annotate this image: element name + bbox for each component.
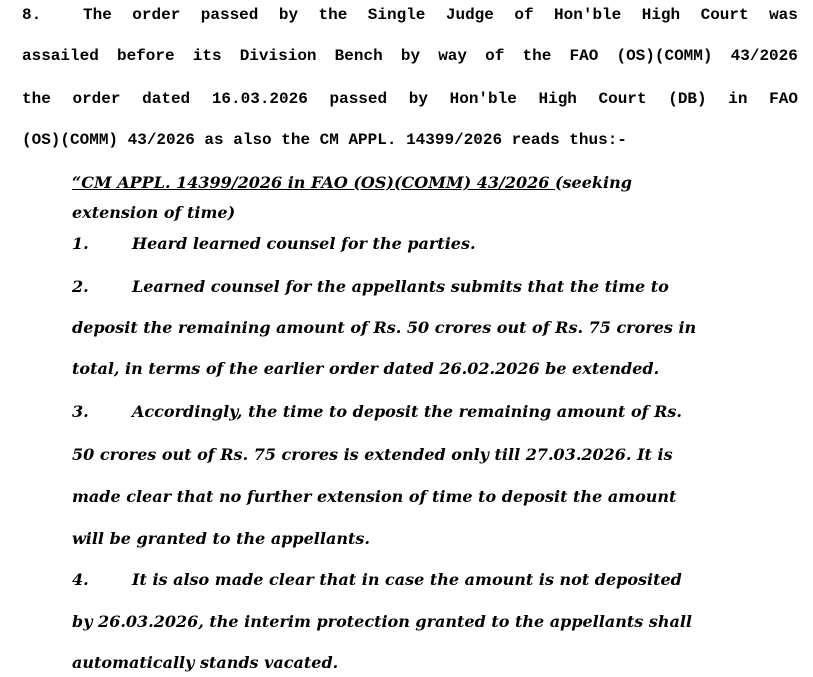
item-number: 2. [72, 277, 89, 296]
item-text-line: made clear that no further extension of time to deposit the amount [72, 487, 677, 506]
item-text-line: by 26.03.2026, the interim protection granted to the appellants shall [72, 612, 692, 631]
paragraph-word: of [514, 6, 534, 24]
paragraph-word: was [769, 6, 798, 24]
item-text: Heard learned counsel for the parties. [132, 234, 476, 253]
paragraph-line-4: (OS)(COMM) 43/2026 as also the CM APPL. 14399/2026 reads thus:- [22, 131, 627, 149]
item-text: It is also made clear that in case the amount is not deposited [132, 570, 682, 589]
paragraph-word: Judge [445, 6, 494, 24]
item-text: Accordingly, the time to deposit the remaining amount of Rs. [132, 402, 682, 421]
item-number: 1. [72, 234, 89, 253]
paragraph-word: order [72, 90, 121, 108]
item-text-line: deposit the remaining amount of Rs. 50 crores out of Rs. 75 crores in [72, 318, 697, 337]
paragraph-word: (OS)(COMM) [616, 47, 713, 65]
paragraph-word: the [318, 6, 348, 24]
paragraph-word: FAO [569, 47, 599, 65]
paragraph-word: FAO [769, 90, 798, 108]
item-text-line: total, in terms of the earlier order dated 26.02.2026 be extended. [72, 359, 660, 378]
paragraph-line-1 [83, 7, 798, 23]
quote-heading-rest: (seeking [554, 173, 632, 192]
paragraph-word: passed [200, 6, 259, 24]
list-item [72, 279, 669, 295]
paragraph-word: Hon'ble [554, 6, 622, 24]
paragraph-word: assailed [22, 47, 99, 65]
item-number: 4. [72, 570, 89, 589]
paragraph-word: (DB) [668, 90, 707, 108]
list-item [72, 572, 682, 588]
paragraph-word: The [83, 6, 112, 24]
paragraph-word: by [400, 47, 421, 65]
item-text: Learned counsel for the appellants submits that the time to [132, 277, 669, 296]
paragraph-word: 16.03.2026 [211, 90, 308, 108]
paragraph-word: in [728, 90, 748, 108]
quote-heading-line-2: extension of time) [72, 203, 236, 222]
quote-heading [72, 175, 632, 191]
paragraph-word: of [485, 47, 505, 65]
paragraph-word: order [132, 6, 181, 24]
paragraph-word: dated [142, 90, 191, 108]
list-item [72, 404, 682, 420]
quote-heading-underlined: “CM APPL. 14399/2026 in FAO (OS)(COMM) 43/2026 [72, 173, 555, 192]
list-item [72, 236, 476, 252]
paragraph-word: Bench [334, 47, 383, 65]
paragraph-line-2 [22, 48, 798, 64]
item-text-line: will be granted to the appellants. [72, 529, 370, 548]
paragraph-word: before [116, 47, 175, 65]
paragraph-word: High [641, 6, 681, 24]
item-number: 3. [72, 402, 89, 421]
paragraph-word: the [522, 47, 552, 65]
item-text-line: 50 crores out of Rs. 75 crores is extended only till 27.03.2026. It is [72, 445, 673, 464]
paragraph-number: 8. [22, 6, 42, 24]
paragraph-word: Division [239, 47, 317, 65]
paragraph-word: Court [598, 90, 647, 108]
paragraph-word: its [192, 47, 222, 65]
paragraph-word: 43/2026 [730, 47, 798, 65]
paragraph-word: Single [367, 6, 426, 24]
paragraph-line-3 [22, 91, 798, 107]
paragraph-word: Court [700, 6, 749, 24]
paragraph-word: the [22, 90, 51, 108]
item-text-line: automatically stands vacated. [72, 653, 339, 672]
paragraph-word: by [408, 90, 428, 108]
paragraph-word: way [438, 47, 468, 65]
paragraph-word: by [278, 6, 299, 24]
paragraph-word: passed [329, 90, 388, 108]
paragraph-word: Hon'ble [449, 90, 517, 108]
paragraph-word: High [538, 90, 577, 108]
